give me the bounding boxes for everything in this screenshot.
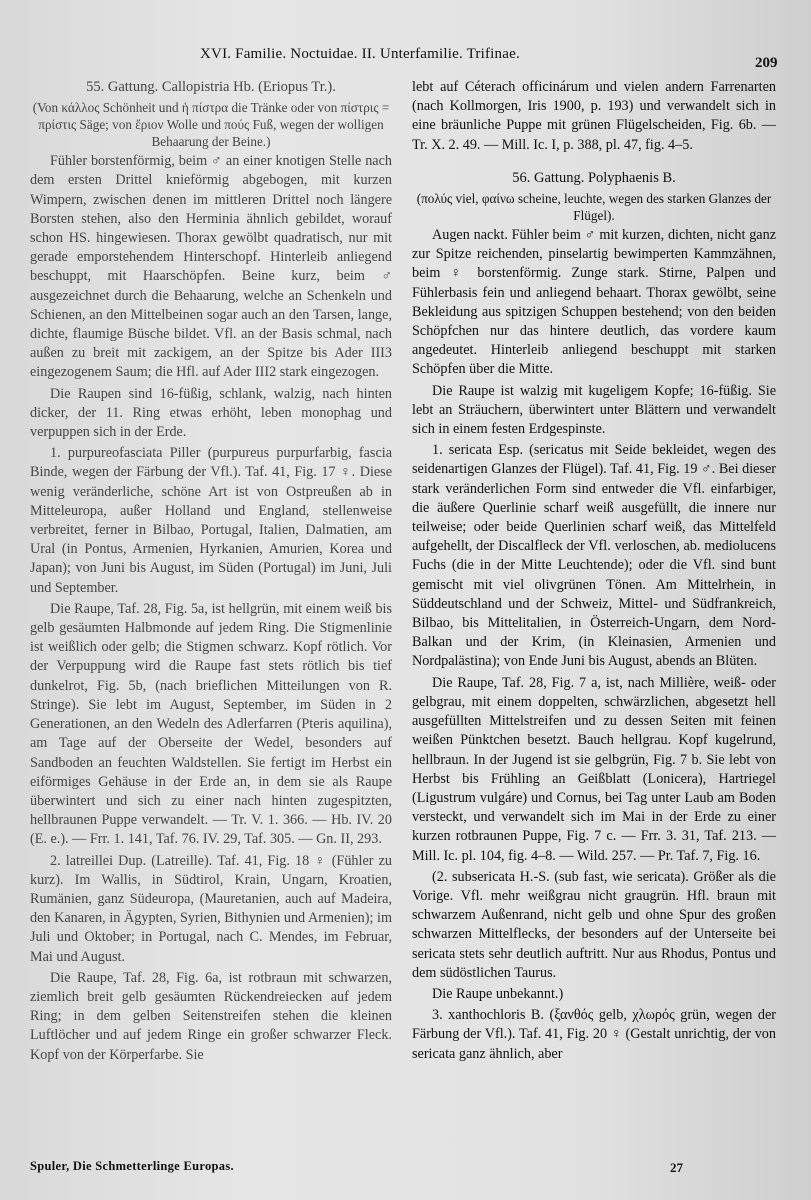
signature-mark: 27 <box>670 1160 683 1175</box>
right-column <box>412 78 776 1066</box>
species-sericata: 1. sericata Esp. (sericatus mit Seide bekleidet, wegen des seidenartigen Glanzes der Flügel). Taf. 41, Fig. 19 ♂. Bei dieser stark veränderlichen Form sind entweder die Vfl. einfarbiger, die äußere Querlinie scharf weiß ausgefüllt, die innere nur teilweise; oder beide Querlinien scharf weiß, das Mittelfeld aufgehellt, der Discalfleck der Vfl. verloschen, ab. mediolucens Fuchs (die in der Mitte Leuchtende); oder die Vfl. sind bunt gemischt mit viel olivgrünen Tönen. Am Mittelrhein, in Süddeutschland und der Schweiz, Mittel- und Südfrankreich, Bilbao, bis Mittelitalien, in Österreich-Ungarn, dem Nord-Balkan und der Krim, (in Kleinasien, Armenien und Nordpalästina); von Ende Juni bis August, abends an Blüten. <box>412 442 776 670</box>
genus-larva-polyphaenis: Die Raupe ist walzig mit kugeligem Kopfe; 16-füßig. Sie lebt an Sträuchern, überwintert unter Blättern und verwandelt sich in einem festen Erdgespinste. <box>412 382 776 438</box>
species-latreillei: 2. latreillei Dup. (Latreille). Taf. 41, Fig. 18 ♀ (Fühler zu kurz). Im Wallis, in Südtirol, Krain, Ungarn, Kroatien, Rumänien, ganz Südeuropa, (Mauretanien, auch auf Madeira, den Kanaren, in Ägypten, Syrien, Bithynien und Armenien); im Juli und Oktober; in Portugal, nach C. Mendes, im Februar, Mai und August. <box>30 852 392 965</box>
species-latreillei-larva: Die Raupe, Taf. 28, Fig. 6a, ist rotbraun mit schwarzen, ziemlich breit gelb gesäumten Rückendreiecken auf jedem Ring; in dem gelben Seitenstreifen stehen die kleinen Luftlöcher und auf jedem Ringe ein großer schwarzer Fleck. Kopf von der Körperfarbe. Sie <box>30 969 392 1063</box>
book-credit: Spuler, Die Schmetterlinge Europas. <box>30 1159 234 1173</box>
genus-etymology-polyphaenis: (πολύς viel, φαίνω scheine, leuchte, wegen des starken Glanzes der Flügel). <box>416 191 772 224</box>
genus-description-callopistria: Fühler borstenförmig, beim ♂ an einer knotigen Stelle nach dem ersten Drittel knieförmig abgebogen, mit kurzen Wimpern, zwischen denen im mittleren Drittel noch längere Borsten stehen, also den Herminia ähnlich gebildet, worauf schon HS. hingewiesen. Thorax gewölbt quadratisch, nur mit gerade emporstehendem Hinterschopf. Hinterleib anliegend beschuppt, mit Haarschöpfen. Beine kurz, beim ♂ ausgezeichnet durch die Behaarung, welche an Schenkeln und Schienen, an den Mittelbeinen sogar auch an den Tarsen, lange, dichte, flaumige Büsche bildet. Vfl. an der Basis schmal, nach außen zu breit mit zackigem, an der Spitze bis Ader III3 eingezogenem Saum; die Hfl. auf Ader III2 stark eingezogen. <box>30 153 392 381</box>
latreillei-continuation: lebt auf Céterach officinárum und vielen andern Farrenarten (nach Kollmorgen, Iris 1900, p. 193) und verwandelt sich in eine bräunliche Puppe mit grünen Flügelscheiden, Fig. 6b. — Tr. X. 2. 49. — Mill. Ic. I, p. 388, pl. 47, fig. 4–5. <box>412 79 776 153</box>
running-head: XVI. Familie. Noctuidae. II. Unterfamilie. Trifinae. <box>200 46 520 62</box>
left-column <box>30 78 392 1067</box>
page-number: 209 <box>755 55 778 71</box>
species-subsericata-larva: Die Raupe unbekannt.) <box>432 985 564 1002</box>
genus-etymology-callopistria: (Von κάλλος Schönheit und ἡ πίστρα die Tränke oder von πίστρις = πρίστις Säge; von ἔριον Wolle und πούς Fuß, wegen der wolligen Behaarung der Beine.) <box>32 100 390 150</box>
genus-description-polyphaenis: Augen nackt. Fühler beim ♂ mit kurzen, dichten, nicht ganz zur Spitze reichenden, pinselartig bewimperten Kammzähnen, beim ♀ borstenförmig. Zunge stark. Stirne, Palpen und Fühlerbasis fein und anliegend behaart. Thorax gewölbt, seine Bekleidung aus spitzigen Schuppen bestehend; von den beiden Schöpfchen nur das hintere deutlich, das vordere kaum angedeutet. Hinterleib anliegend beschuppt mit starken Schöpfen über die Mitte. <box>412 227 776 378</box>
species-sericata-larva: Die Raupe, Taf. 28, Fig. 7 a, ist, nach Millière, weiß- oder gelbgrau, mit einem doppelten, schwärzlichen, abgesetzt hell ausgefüllten Mittelstreifen und zu dessen Seiten mit feinen weißen Pünktchen besetzt. Bauch hellgrau. Kopf kugelrund, hellbraun. In der Jugend ist sie gelbgrün, Fig. 7 b. Sie lebt von Herbst bis Frühling an Geißblatt (Lonicera), Hartriegel (Ligustrum vulgáre) und Cornus, bei Tag unter Laub am Boden versteckt, und verwandelt sich im Mai in der Erde zu einer kurzen rotbraunen Puppe, Fig. 7 c. — Frr. 3. 31, Taf. 213. — Mill. Ic. pl. 104, fig. 4–8. — Wild. 257. — Pr. Taf. 7, Fig. 16. <box>412 674 776 864</box>
species-xanthochloris: 3. xanthochloris B. (ξανθός gelb, χλωρός grün, wegen der Färbung der Vfl.). Taf. 41, Fig. 20 ♀ (Gestalt unrichtig, der von sericata ganz ähnlich, aber <box>412 1007 776 1062</box>
species-subsericata: (2. subsericata H.-S. (sub fast, wie sericata). Größer als die Vorige. Vfl. mehr weißgrau nicht graugrün. Hfl. braun mit schwarzem Außenrand, nicht gelb und ohne Spur des großen schwarzen Mittelflecks, der besonders auf der Unterseite bei sericata stets sehr deutlich auftritt. Nur aus Rhodus, Pontus und dem südöstlichen Taurus. <box>412 868 776 981</box>
column-gutter <box>402 82 403 1142</box>
species-purpureofasciata: 1. purpureofasciata Piller (purpureus purpurfarbig, fascia Binde, wegen der Färbung der Vfl.). Taf. 41, Fig. 17 ♀. Diese wenig veränderliche, schöne Art ist von Ostpreußen ab in Mitteleuropa, außer Holland und England, stellenweise verbreitet, ferner in Bilbao, Portugal, Italien, Dalmatien, am Ural (in Pontus, Armenien, Hyrkanien, Amurien, Korea und Japan); von Juni bis August, im Süden (Portugal) im Juni, Juli und September. <box>30 445 392 596</box>
genus-heading-polyphaenis: 56. Gattung. Polyphaenis B. <box>512 169 676 186</box>
genus-larva-callopistria: Die Raupen sind 16-füßig, schlank, walzig, nach hinten dicker, der 11. Ring etwas erhöht, leben monophag und verpuppen sich in der Erde. <box>30 385 392 441</box>
species-purpureofasciata-larva: Die Raupe, Taf. 28, Fig. 5a, ist hellgrün, mit einem weiß bis gelb gesäumten Halbmonde auf jedem Ring. Die Stigmenlinie ist weißlich oder gelb; die Stigmen schwarz. Kopf rötlich. Vor der Verpuppung wird die Raupe fast stets rötlich bis tief dunkelrot, Fig. 5b, (nach brieflichen Mitteilungen von R. Stringe). Sie lebt im August, September, im Süden in 2 Generationen, an den Wedeln des Adlerfarren (Pteris aquilina), am Tage auf der Oberseite der Wedel, besonders auf Sandboden an feuchten Waldstellen. Sie fertigt im Herbst ein eiförmiges Gehäuse in der Erde an, in dem sie als Raupe überwintert und sich zu einer nach hinten zugespitzten, hellbraunen Puppe verwandelt. — Tr. V. 1. 366. — Hb. IV. 20 (E. e.). — Frr. 1. 141, Taf. 76. IV. 29, Taf. 305. — Gn. II, 293. <box>30 600 392 848</box>
genus-heading-callopistria: 55. Gattung. Callopistria Hb. (Eriopus Tr.). <box>86 79 336 95</box>
